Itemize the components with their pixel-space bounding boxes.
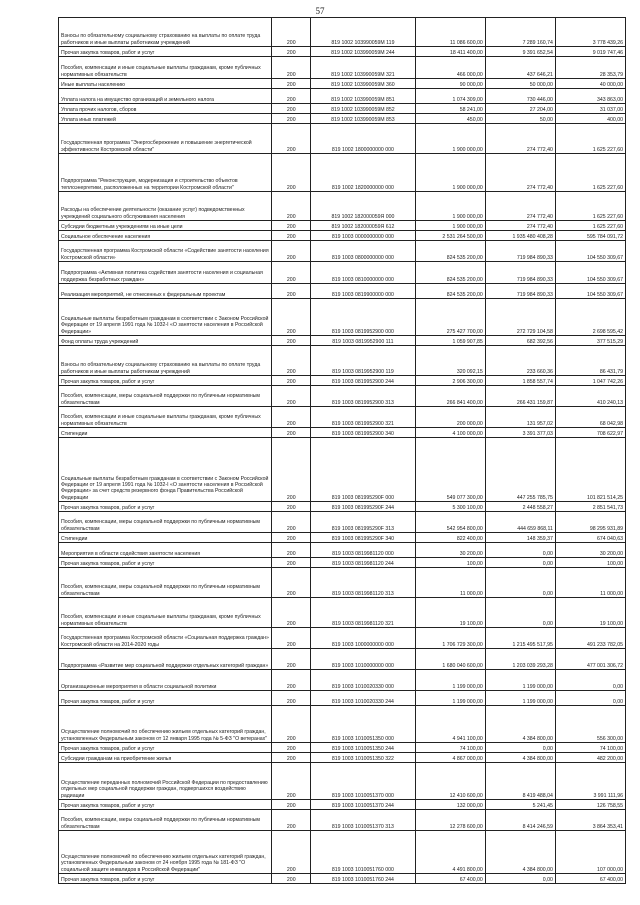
row-classification-code: 819 1003 1010051370 000 [311,763,416,800]
row-description: Субсидии гражданам на приобретение жилья [59,753,272,763]
row-unexecuted-amount: 410 240,13 [555,386,625,407]
table-row [59,438,626,502]
row-line-code: 200 [272,763,311,800]
row-line-code: 200 [272,114,311,124]
row-executed-amount: 233 660,36 [485,346,555,376]
row-executed-amount: 444 659 868,11 [485,512,555,533]
row-classification-code: 819 1003 1010000000 000 [311,649,416,670]
page-number: 57 [315,6,325,16]
row-classification-code: 819 1002 103990059М 244 [311,47,416,57]
row-description: Социальные выплаты безработным гражданам в соответствии с Законом Российской Федерации от 19 апреля 1991 года № 1032-I «О занятости населения в Российской Федерации» [59,299,272,336]
row-description: Социальное обеспечение населения [59,231,272,241]
row-description: Государственная программа Костромской области «Социальная поддержка граждан» Костромской области на 2014-2020 годы [59,628,272,649]
row-executed-amount: 5 241,45 [485,800,555,810]
row-unexecuted-amount: 40 000,00 [555,79,625,89]
row-unexecuted-amount: 28 353,79 [555,57,625,79]
row-line-code: 200 [272,568,311,598]
row-executed-amount: 437 646,21 [485,57,555,79]
row-executed-amount: 148 359,37 [485,533,555,543]
row-approved-amount: 4 867 000,00 [415,753,485,763]
row-executed-amount: 272 729 104,58 [485,299,555,336]
row-description: Взносы по обязательному социальному страхованию на выплаты по оплате труда работников и иные выплаты работникам учреждений [59,346,272,376]
row-unexecuted-amount: 3 864 353,41 [555,810,625,831]
row-line-code: 200 [272,18,311,47]
row-description: Прочая закупка товаров, работ и услуг [59,743,272,753]
row-approved-amount: 542 954 800,00 [415,512,485,533]
table-row [59,628,626,649]
row-classification-code: 819 1003 0819952900 000 [311,299,416,336]
row-description: Пособия, компенсации и иные социальные выплаты гражданам, кроме публичных нормативных обязательств [59,598,272,628]
row-classification-code: 819 1002 103990059М 119 [311,18,416,47]
row-executed-amount: 8 414 246,59 [485,810,555,831]
row-description: Осуществление полномочий по обеспечению жильем отдельных категорий граждан, установленных Федеральным законом от 24 ноября 1995 года № 181-ФЗ "О социальной защите инвалидов в Российской Федерации" [59,831,272,874]
row-unexecuted-amount: 98 295 931,89 [555,512,625,533]
row-classification-code: 819 1003 1010051370 313 [311,810,416,831]
row-unexecuted-amount: 595 784 091,72 [555,231,625,241]
row-approved-amount: 2 906 300,00 [415,376,485,386]
row-unexecuted-amount: 377 515,29 [555,336,625,346]
row-classification-code: 819 1003 1000000000 000 [311,628,416,649]
row-classification-code: 819 1003 1010051370 244 [311,800,416,810]
row-unexecuted-amount: 100,00 [555,558,625,568]
table-row [59,89,626,104]
row-executed-amount: 719 984 890,33 [485,241,555,262]
row-line-code: 200 [272,241,311,262]
row-executed-amount: 1 858 557,74 [485,376,555,386]
row-classification-code: 819 1002 182000059Я 000 [311,192,416,221]
row-classification-code: 819 1002 1800000000 000 [311,124,416,154]
row-line-code: 200 [272,598,311,628]
row-approved-amount: 100,00 [415,558,485,568]
table-row [59,299,626,336]
row-executed-amount: 266 431 159,87 [485,386,555,407]
row-approved-amount: 1 074 309,00 [415,89,485,104]
row-classification-code: 819 1003 1010020330 244 [311,691,416,706]
row-description: Государственная программа Костромской области «Содействие занятости населения Костромской области» [59,241,272,262]
row-line-code: 200 [272,438,311,502]
table-row [59,231,626,241]
row-approved-amount: 2 531 264 500,00 [415,231,485,241]
row-unexecuted-amount: 1 625 227,60 [555,124,625,154]
row-executed-amount: 1 199 000,00 [485,670,555,691]
row-description: Мероприятия в области содействия занятости населения [59,543,272,558]
row-line-code: 200 [272,192,311,221]
row-approved-amount: 4 100 000,00 [415,428,485,438]
row-classification-code: 819 1003 1010051760 244 [311,874,416,884]
row-executed-amount: 719 984 890,33 [485,262,555,284]
row-approved-amount: 11 086 600,00 [415,18,485,47]
row-description: Подпрограмма «Активная политика содействия занятости населения и социальная поддержка безработных граждан» [59,262,272,284]
row-approved-amount: 58 241,00 [415,104,485,114]
row-executed-amount: 27 204,00 [485,104,555,114]
row-line-code: 200 [272,231,311,241]
row-approved-amount: 11 000,00 [415,568,485,598]
row-line-code: 200 [272,124,311,154]
table-row [59,346,626,376]
table-row [59,79,626,89]
row-description: Стипендии [59,533,272,543]
row-executed-amount: 8 419 488,04 [485,763,555,800]
row-approved-amount: 12 410 600,00 [415,763,485,800]
table-row [59,502,626,512]
row-classification-code: 819 1003 0819952900 340 [311,428,416,438]
row-unexecuted-amount: 101 821 514,25 [555,438,625,502]
row-executed-amount: 4 384 800,00 [485,753,555,763]
row-description: Прочая закупка товаров, работ и услуг [59,502,272,512]
row-classification-code: 819 1003 0819952900 321 [311,407,416,428]
row-approved-amount: 275 427 700,00 [415,299,485,336]
row-classification-code: 819 1003 081995290F 244 [311,502,416,512]
row-description: Прочая закупка товаров, работ и услуг [59,376,272,386]
row-description: Иные выплаты населению [59,79,272,89]
row-line-code: 200 [272,649,311,670]
row-executed-amount: 1 199 000,00 [485,691,555,706]
row-executed-amount: 682 392,56 [485,336,555,346]
row-line-code: 200 [272,628,311,649]
table-row [59,763,626,800]
row-approved-amount: 822 400,00 [415,533,485,543]
row-classification-code: 819 1002 1820000000 000 [311,154,416,192]
row-approved-amount: 19 100,00 [415,598,485,628]
table-row [59,284,626,299]
row-classification-code: 819 1003 0810000000 000 [311,262,416,284]
row-line-code: 200 [272,376,311,386]
table-row [59,598,626,628]
row-line-code: 200 [272,706,311,743]
row-description: Прочая закупка товаров, работ и услуг [59,800,272,810]
table-row [59,386,626,407]
row-classification-code: 819 1002 103990059М 321 [311,57,416,79]
row-description: Осуществление полномочий по обеспечению жильем отдельных категорий граждан, установленных Федеральным законом от 12 января 1995 года № 5-ФЗ "О ветеранах" [59,706,272,743]
row-unexecuted-amount: 3 991 111,96 [555,763,625,800]
row-unexecuted-amount: 74 100,00 [555,743,625,753]
row-line-code: 200 [272,104,311,114]
row-executed-amount: 730 446,00 [485,89,555,104]
row-description: Пособия, компенсации, меры социальной поддержки по публичным нормативным обязательствам [59,512,272,533]
budget-table-body [59,18,626,884]
row-classification-code: 819 1003 081995290F 313 [311,512,416,533]
row-unexecuted-amount: 104 550 309,67 [555,241,625,262]
row-line-code: 200 [272,386,311,407]
row-executed-amount: 719 984 890,33 [485,284,555,299]
table-row [59,543,626,558]
row-unexecuted-amount: 107 000,00 [555,831,625,874]
table-row [59,533,626,543]
table-row [59,124,626,154]
row-classification-code: 819 1003 0819981120 313 [311,568,416,598]
table-row [59,670,626,691]
row-approved-amount: 132 000,00 [415,800,485,810]
table-row [59,104,626,114]
row-unexecuted-amount: 2 698 595,42 [555,299,625,336]
table-row [59,568,626,598]
row-approved-amount: 549 077 300,00 [415,438,485,502]
row-approved-amount: 74 100,00 [415,743,485,753]
row-classification-code: 819 1003 0819952900 111 [311,336,416,346]
row-line-code: 200 [272,428,311,438]
row-line-code: 200 [272,670,311,691]
row-description: Прочая закупка товаров, работ и услуг [59,558,272,568]
table-row [59,192,626,221]
row-executed-amount: 0,00 [485,558,555,568]
row-unexecuted-amount: 674 040,63 [555,533,625,543]
row-description: Пособия, компенсации, меры социальной поддержки по публичным нормативным обязательствам [59,568,272,598]
row-unexecuted-amount: 556 300,00 [555,706,625,743]
row-description: Пособия, компенсации и иные социальные выплаты гражданам, кроме публичных нормативных обязательств [59,407,272,428]
row-approved-amount: 1 059 907,85 [415,336,485,346]
row-description: Уплата иных платежей [59,114,272,124]
row-line-code: 200 [272,299,311,336]
row-approved-amount: 1 199 000,00 [415,691,485,706]
row-classification-code: 819 1003 081995290F 000 [311,438,416,502]
row-unexecuted-amount: 19 100,00 [555,598,625,628]
table-row [59,262,626,284]
row-unexecuted-amount: 0,00 [555,691,625,706]
row-executed-amount: 0,00 [485,874,555,884]
row-description: Прочая закупка товаров, работ и услуг [59,874,272,884]
row-executed-amount: 3 391 377,03 [485,428,555,438]
row-approved-amount: 12 278 600,00 [415,810,485,831]
row-description: Уплата прочих налогов, сборов [59,104,272,114]
row-classification-code: 819 1003 1010051760 000 [311,831,416,874]
row-description: Государственная программа "Энергосбережение и повышение энергетической эффективности Костромской области" [59,124,272,154]
table-row [59,800,626,810]
row-line-code: 200 [272,691,311,706]
row-description: Расходы на обеспечение деятельности (оказание услуг) подведомственных учреждений социального обслуживания населения [59,192,272,221]
row-approved-amount: 320 092,15 [415,346,485,376]
table-row [59,874,626,884]
row-classification-code: 819 1003 081995290F 340 [311,533,416,543]
row-classification-code: 819 1002 103990059М 851 [311,89,416,104]
row-classification-code: 819 1003 1010020330 000 [311,670,416,691]
row-description: Фонд оплаты труда учреждений [59,336,272,346]
row-description: Организационные мероприятия в области социальной политики [59,670,272,691]
row-classification-code: 819 1003 0819952900 119 [311,346,416,376]
row-description: Субсидии бюджетным учреждениям на иные цели [59,221,272,231]
row-unexecuted-amount: 68 042,98 [555,407,625,428]
row-unexecuted-amount: 477 001 306,72 [555,649,625,670]
row-approved-amount: 90 000,00 [415,79,485,89]
table-row [59,558,626,568]
row-classification-code: 819 1003 1010051350 000 [311,706,416,743]
row-classification-code: 819 1002 182000059Я 612 [311,221,416,231]
row-line-code: 200 [272,346,311,376]
row-line-code: 200 [272,154,311,192]
row-line-code: 200 [272,533,311,543]
row-line-code: 200 [272,874,311,884]
row-line-code: 200 [272,57,311,79]
row-line-code: 200 [272,558,311,568]
table-row [59,376,626,386]
row-approved-amount: 824 535 200,00 [415,284,485,299]
row-description: Социальные выплаты безработным гражданам в соответствии с Законом Российской Федерации от 19 апреля 1991 года № 1032-I «О занятости населения в Российской Федерации» за счет средств резервного фонда Правительства Российской Федерации [59,438,272,502]
row-executed-amount: 1 935 480 408,28 [485,231,555,241]
table-row [59,407,626,428]
row-executed-amount: 4 384 800,00 [485,706,555,743]
table-row [59,691,626,706]
row-line-code: 200 [272,336,311,346]
table-row [59,221,626,231]
row-line-code: 200 [272,512,311,533]
row-unexecuted-amount: 491 233 782,05 [555,628,625,649]
row-classification-code: 819 1003 0800000000 000 [311,241,416,262]
row-unexecuted-amount: 104 550 309,67 [555,262,625,284]
row-executed-amount: 50 000,00 [485,79,555,89]
row-approved-amount: 30 200,00 [415,543,485,558]
row-description: Взносы по обязательному социальному страхованию на выплаты по оплате труда работников и иные выплаты работникам учреждений [59,18,272,47]
row-executed-amount: 2 448 558,27 [485,502,555,512]
row-description: Подпрограмма «Развитие мер социальной поддержки отдельных категорий граждан» [59,649,272,670]
row-line-code: 200 [272,79,311,89]
table-row [59,512,626,533]
table-row [59,428,626,438]
row-unexecuted-amount: 400,00 [555,114,625,124]
row-unexecuted-amount: 1 625 227,60 [555,192,625,221]
row-classification-code: 819 1003 0819952900 244 [311,376,416,386]
row-executed-amount: 0,00 [485,543,555,558]
row-line-code: 200 [272,502,311,512]
row-description: Уплата налога на имущество организаций и земельного налога [59,89,272,104]
row-approved-amount: 1 900 000,00 [415,221,485,231]
row-line-code: 200 [272,262,311,284]
row-executed-amount: 131 957,02 [485,407,555,428]
row-unexecuted-amount: 9 019 747,46 [555,47,625,57]
row-classification-code: 819 1003 0819952900 313 [311,386,416,407]
row-approved-amount: 67 400,00 [415,874,485,884]
row-executed-amount: 1 215 495 517,95 [485,628,555,649]
row-approved-amount: 466 000,00 [415,57,485,79]
table-row [59,706,626,743]
row-classification-code: 819 1003 0819981120 000 [311,543,416,558]
row-approved-amount: 450,00 [415,114,485,124]
row-unexecuted-amount: 67 400,00 [555,874,625,884]
table-row [59,649,626,670]
row-description: Прочая закупка товаров, работ и услуг [59,47,272,57]
row-approved-amount: 266 841 400,00 [415,386,485,407]
table-row [59,154,626,192]
row-classification-code: 819 1003 0819900000 000 [311,284,416,299]
row-line-code: 200 [272,407,311,428]
table-row [59,57,626,79]
table-row [59,831,626,874]
row-line-code: 200 [272,831,311,874]
row-approved-amount: 824 535 200,00 [415,262,485,284]
row-unexecuted-amount: 343 863,00 [555,89,625,104]
row-line-code: 200 [272,89,311,104]
row-executed-amount: 7 289 160,74 [485,18,555,47]
row-line-code: 200 [272,543,311,558]
row-executed-amount: 9 391 652,54 [485,47,555,57]
row-executed-amount: 0,00 [485,598,555,628]
row-unexecuted-amount: 2 851 541,73 [555,502,625,512]
row-executed-amount: 0,00 [485,743,555,753]
row-description: Стипендии [59,428,272,438]
row-approved-amount: 4 491 800,00 [415,831,485,874]
row-executed-amount: 50,00 [485,114,555,124]
row-line-code: 200 [272,284,311,299]
row-approved-amount: 1 680 040 600,00 [415,649,485,670]
row-line-code: 200 [272,810,311,831]
row-classification-code: 819 1003 1010051350 244 [311,743,416,753]
row-unexecuted-amount: 86 431,79 [555,346,625,376]
table-row [59,47,626,57]
row-classification-code: 819 1003 1010051350 322 [311,753,416,763]
row-classification-code: 819 1002 103990059М 852 [311,104,416,114]
row-classification-code: 819 1003 0819981120 244 [311,558,416,568]
row-classification-code: 819 1003 0000000000 000 [311,231,416,241]
row-approved-amount: 824 535 200,00 [415,241,485,262]
row-executed-amount: 274 772,40 [485,124,555,154]
row-approved-amount: 18 411 400,00 [415,47,485,57]
row-unexecuted-amount: 30 200,00 [555,543,625,558]
table-row [59,753,626,763]
row-classification-code: 819 1002 103990059М 853 [311,114,416,124]
row-executed-amount: 274 772,40 [485,192,555,221]
table-row [59,810,626,831]
row-unexecuted-amount: 1 625 227,60 [555,221,625,231]
row-executed-amount: 0,00 [485,568,555,598]
row-approved-amount: 1 706 729 300,00 [415,628,485,649]
row-approved-amount: 1 199 000,00 [415,670,485,691]
row-description: Пособия, компенсации, меры социальной поддержки по публичным нормативным обязательствам [59,810,272,831]
row-description: Реализация мероприятий, не отнесенных к федеральным проектам [59,284,272,299]
row-approved-amount: 1 900 000,00 [415,154,485,192]
row-unexecuted-amount: 0,00 [555,670,625,691]
row-description: Прочая закупка товаров, работ и услуг [59,691,272,706]
row-unexecuted-amount: 1 047 742,26 [555,376,625,386]
row-line-code: 200 [272,753,311,763]
table-row [59,114,626,124]
row-approved-amount: 4 941 100,00 [415,706,485,743]
row-classification-code: 819 1002 103990059М 360 [311,79,416,89]
budget-table [58,17,626,884]
row-unexecuted-amount: 3 778 439,26 [555,18,625,47]
row-unexecuted-amount: 104 550 309,67 [555,284,625,299]
row-line-code: 200 [272,800,311,810]
row-unexecuted-amount: 482 200,00 [555,753,625,763]
row-approved-amount: 1 900 000,00 [415,124,485,154]
row-approved-amount: 1 900 000,00 [415,192,485,221]
row-unexecuted-amount: 708 622,97 [555,428,625,438]
row-unexecuted-amount: 1 625 227,60 [555,154,625,192]
row-description: Осуществление переданных полномочий Российской Федерации по предоставлению отдельных мер социальной поддержки граждан, подвергшихся воздействию радиации [59,763,272,800]
row-description: Пособия, компенсации, меры социальной поддержки по публичным нормативным обязательствам [59,386,272,407]
row-executed-amount: 4 384 800,00 [485,831,555,874]
table-row [59,743,626,753]
row-executed-amount: 274 772,40 [485,154,555,192]
row-classification-code: 819 1003 0819981120 321 [311,598,416,628]
row-unexecuted-amount: 31 037,00 [555,104,625,114]
table-row [59,18,626,47]
row-executed-amount: 447 255 785,75 [485,438,555,502]
row-line-code: 200 [272,743,311,753]
row-executed-amount: 274 772,40 [485,221,555,231]
row-executed-amount: 1 203 039 293,28 [485,649,555,670]
row-description: Пособия, компенсации и иные социальные выплаты гражданам, кроме публичных нормативных обязательств [59,57,272,79]
row-unexecuted-amount: 126 758,55 [555,800,625,810]
row-line-code: 200 [272,221,311,231]
row-approved-amount: 5 300 100,00 [415,502,485,512]
row-line-code: 200 [272,47,311,57]
row-description: Подпрограмма "Реконструкция, модернизация и строительство объектов теплоэнергетики, расположенных на территории Костромской области" [59,154,272,192]
row-unexecuted-amount: 11 000,00 [555,568,625,598]
table-row [59,336,626,346]
table-row [59,241,626,262]
row-approved-amount: 200 000,00 [415,407,485,428]
